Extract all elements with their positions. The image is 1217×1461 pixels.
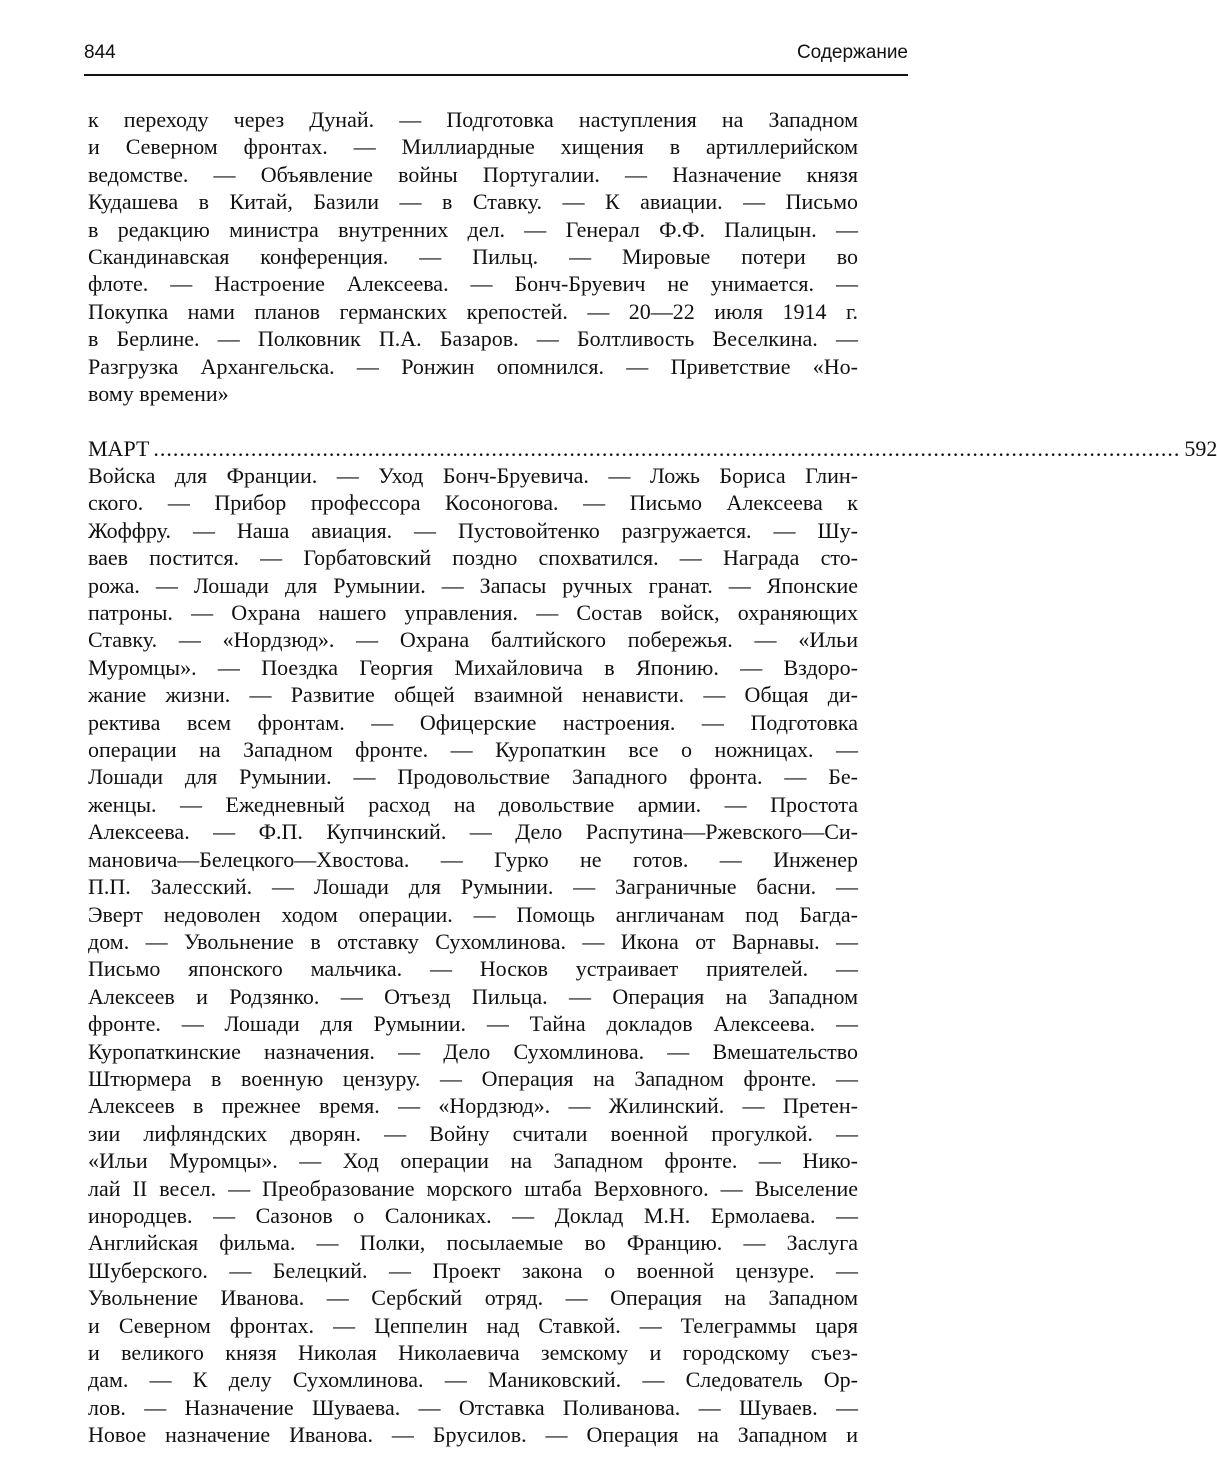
text-line: ректива всем фронтам. — Офицерские настроения. — Подготовка	[88, 709, 858, 735]
page-header	[84, 38, 908, 68]
text-line: Куропаткинские назначения. — Дело Сухомлинова. — Вмешательство	[88, 1038, 858, 1064]
text-line: Новое назначение Иванова. — Брусилов. — Операция на Западном и	[88, 1422, 858, 1448]
text-line: Увольнение Иванова. — Сербский отряд. — Операция на Западном	[88, 1285, 858, 1311]
text-line: Покупка нами планов германских крепостей. — 20—22 июля 1914 г.	[88, 298, 858, 324]
text-line: мановича—Белецкого—Хвостова. — Гурко не готов. — Инженер	[88, 846, 858, 872]
text-line: Алексеев и Родзянко. — Отъезд Пильца. — Операция на Западном	[88, 983, 858, 1009]
text-line: операции на Западном фронте. — Куропаткин все о ножницах. —	[88, 737, 858, 763]
text-line: Алексеева. — Ф.П. Купчинский. — Дело Распутина—Ржевского—Си-	[88, 819, 858, 845]
section-page-number: 592	[1184, 436, 1217, 461]
text-line: женцы. — Ежедневный расход на довольствие армии. — Простота	[88, 791, 858, 817]
header-rule	[84, 74, 908, 76]
text-line: вому времени»	[88, 381, 229, 407]
text-line: Эверт недоволен ходом операции. — Помощь англичанам под Багда-	[88, 901, 858, 927]
text-line: Жоффру. — Наша авиация. — Пустовойтенко разгружается. — Шу-	[88, 517, 858, 543]
text-line: ведомстве. — Объявление войны Португалии. — Назначение князя	[88, 161, 858, 187]
text-line: дам. — К делу Сухомлинова. — Маниковский. — Следователь Ор-	[88, 1367, 858, 1393]
running-title: Содержание	[796, 42, 908, 63]
text-line: Шуберского. — Белецкий. — Проект закона о военной цензуре. —	[88, 1257, 858, 1283]
text-line: в Берлине. — Полковник П.А. Базаров. — Болтливость Веселкина. —	[88, 326, 858, 352]
text-line: Лошади для Румынии. — Продовольствие Западного фронта. — Бе-	[88, 764, 858, 790]
section-summary-paragraph	[88, 462, 858, 1449]
dot-leader: ..............................................................................................................................................................	[153, 436, 1181, 461]
text-line: лай II весел. — Преобразование морского штаба Верховного. — Выселение	[88, 1175, 858, 1201]
page-number: 844	[84, 42, 116, 63]
text-line: к переходу через Дунай. — Подготовка наступления на Западном	[88, 107, 858, 132]
text-line: инородцев. — Сазонов о Салониках. — Доклад М.Н. Ермолаева. —	[88, 1202, 858, 1228]
toc-entry-march	[88, 435, 1217, 463]
section-title: МАРТ	[88, 436, 150, 461]
text-line: Ставку. — «Нордзюд». — Охрана балтийского побережья. — «Ильи	[88, 627, 858, 653]
text-line: флоте. — Настроение Алексеева. — Бонч-Бруевич не унимается. —	[88, 271, 858, 297]
text-line: и великого князя Николая Николаевича земскому и городскому съез-	[88, 1340, 858, 1365]
text-line: зии лифляндских дворян. — Войну считали военной прогулкой. —	[88, 1120, 858, 1146]
text-line: ваев постится. — Горбатовский поздно спохватился. — Награда сто-	[88, 545, 858, 571]
text-line: Алексеев в прежнее время. — «Нордзюд». — Жилинский. — Претен-	[88, 1093, 858, 1119]
text-line: лов. — Назначение Шуваева. — Отставка Поливанова. — Шуваев. —	[88, 1394, 858, 1420]
text-line: Войска для Франции. — Уход Бонч-Бруевича. — Ложь Бориса Глин-	[88, 463, 858, 488]
text-line: патроны. — Охрана нашего управления. — Состав войск, охраняющих	[88, 600, 858, 626]
text-line: П.П. Залесский. — Лошади для Румынии. — Заграничные басни. —	[88, 874, 858, 900]
text-line: жание жизни. — Развитие общей взаимной ненависти. — Общая ди-	[88, 682, 858, 708]
continuation-paragraph	[88, 106, 858, 407]
text-line: Разгрузка Архангельска. — Ронжин опомнился. — Приветствие «Но-	[88, 353, 858, 379]
text-line: и Северном фронтах. — Миллиардные хищения в артиллерийском	[88, 134, 858, 160]
text-line: «Ильи Муромцы». — Ход операции на Западном фронте. — Нико-	[88, 1148, 858, 1174]
text-line: Английская фильма. — Полки, посылаемые во Францию. — Заслуга	[88, 1230, 858, 1256]
text-line: Муромцы». — Поездка Георгия Михайловича в Японию. — Вздоро-	[88, 654, 858, 680]
text-line: и Северном фронтах. — Цеппелин над Ставкой. — Телеграммы царя	[88, 1312, 858, 1338]
text-line: рожа. — Лошади для Румынии. — Запасы ручных гранат. — Японские	[88, 572, 858, 598]
text-line: дом. — Увольнение в отставку Сухомлинова. — Икона от Варнавы. —	[88, 928, 858, 954]
text-line: Письмо японского мальчика. — Носков устраивает приятелей. —	[88, 956, 858, 982]
text-line: Штюрмера в военную цензуру. — Операция на Западном фронте. —	[88, 1065, 858, 1091]
text-line: Скандинавская конференция. — Пильц. — Мировые потери во	[88, 244, 858, 270]
text-line: в редакцию министра внутренних дел. — Генерал Ф.Ф. Палицын. —	[88, 216, 858, 242]
text-line: фронте. — Лошади для Румынии. — Тайна докладов Алексеева. —	[88, 1011, 858, 1037]
text-line: ского. — Прибор профессора Косоногова. — Письмо Алексеева к	[88, 490, 858, 516]
text-line: Кудашева в Китай, Базили — в Ставку. — К авиации. — Письмо	[88, 189, 858, 215]
